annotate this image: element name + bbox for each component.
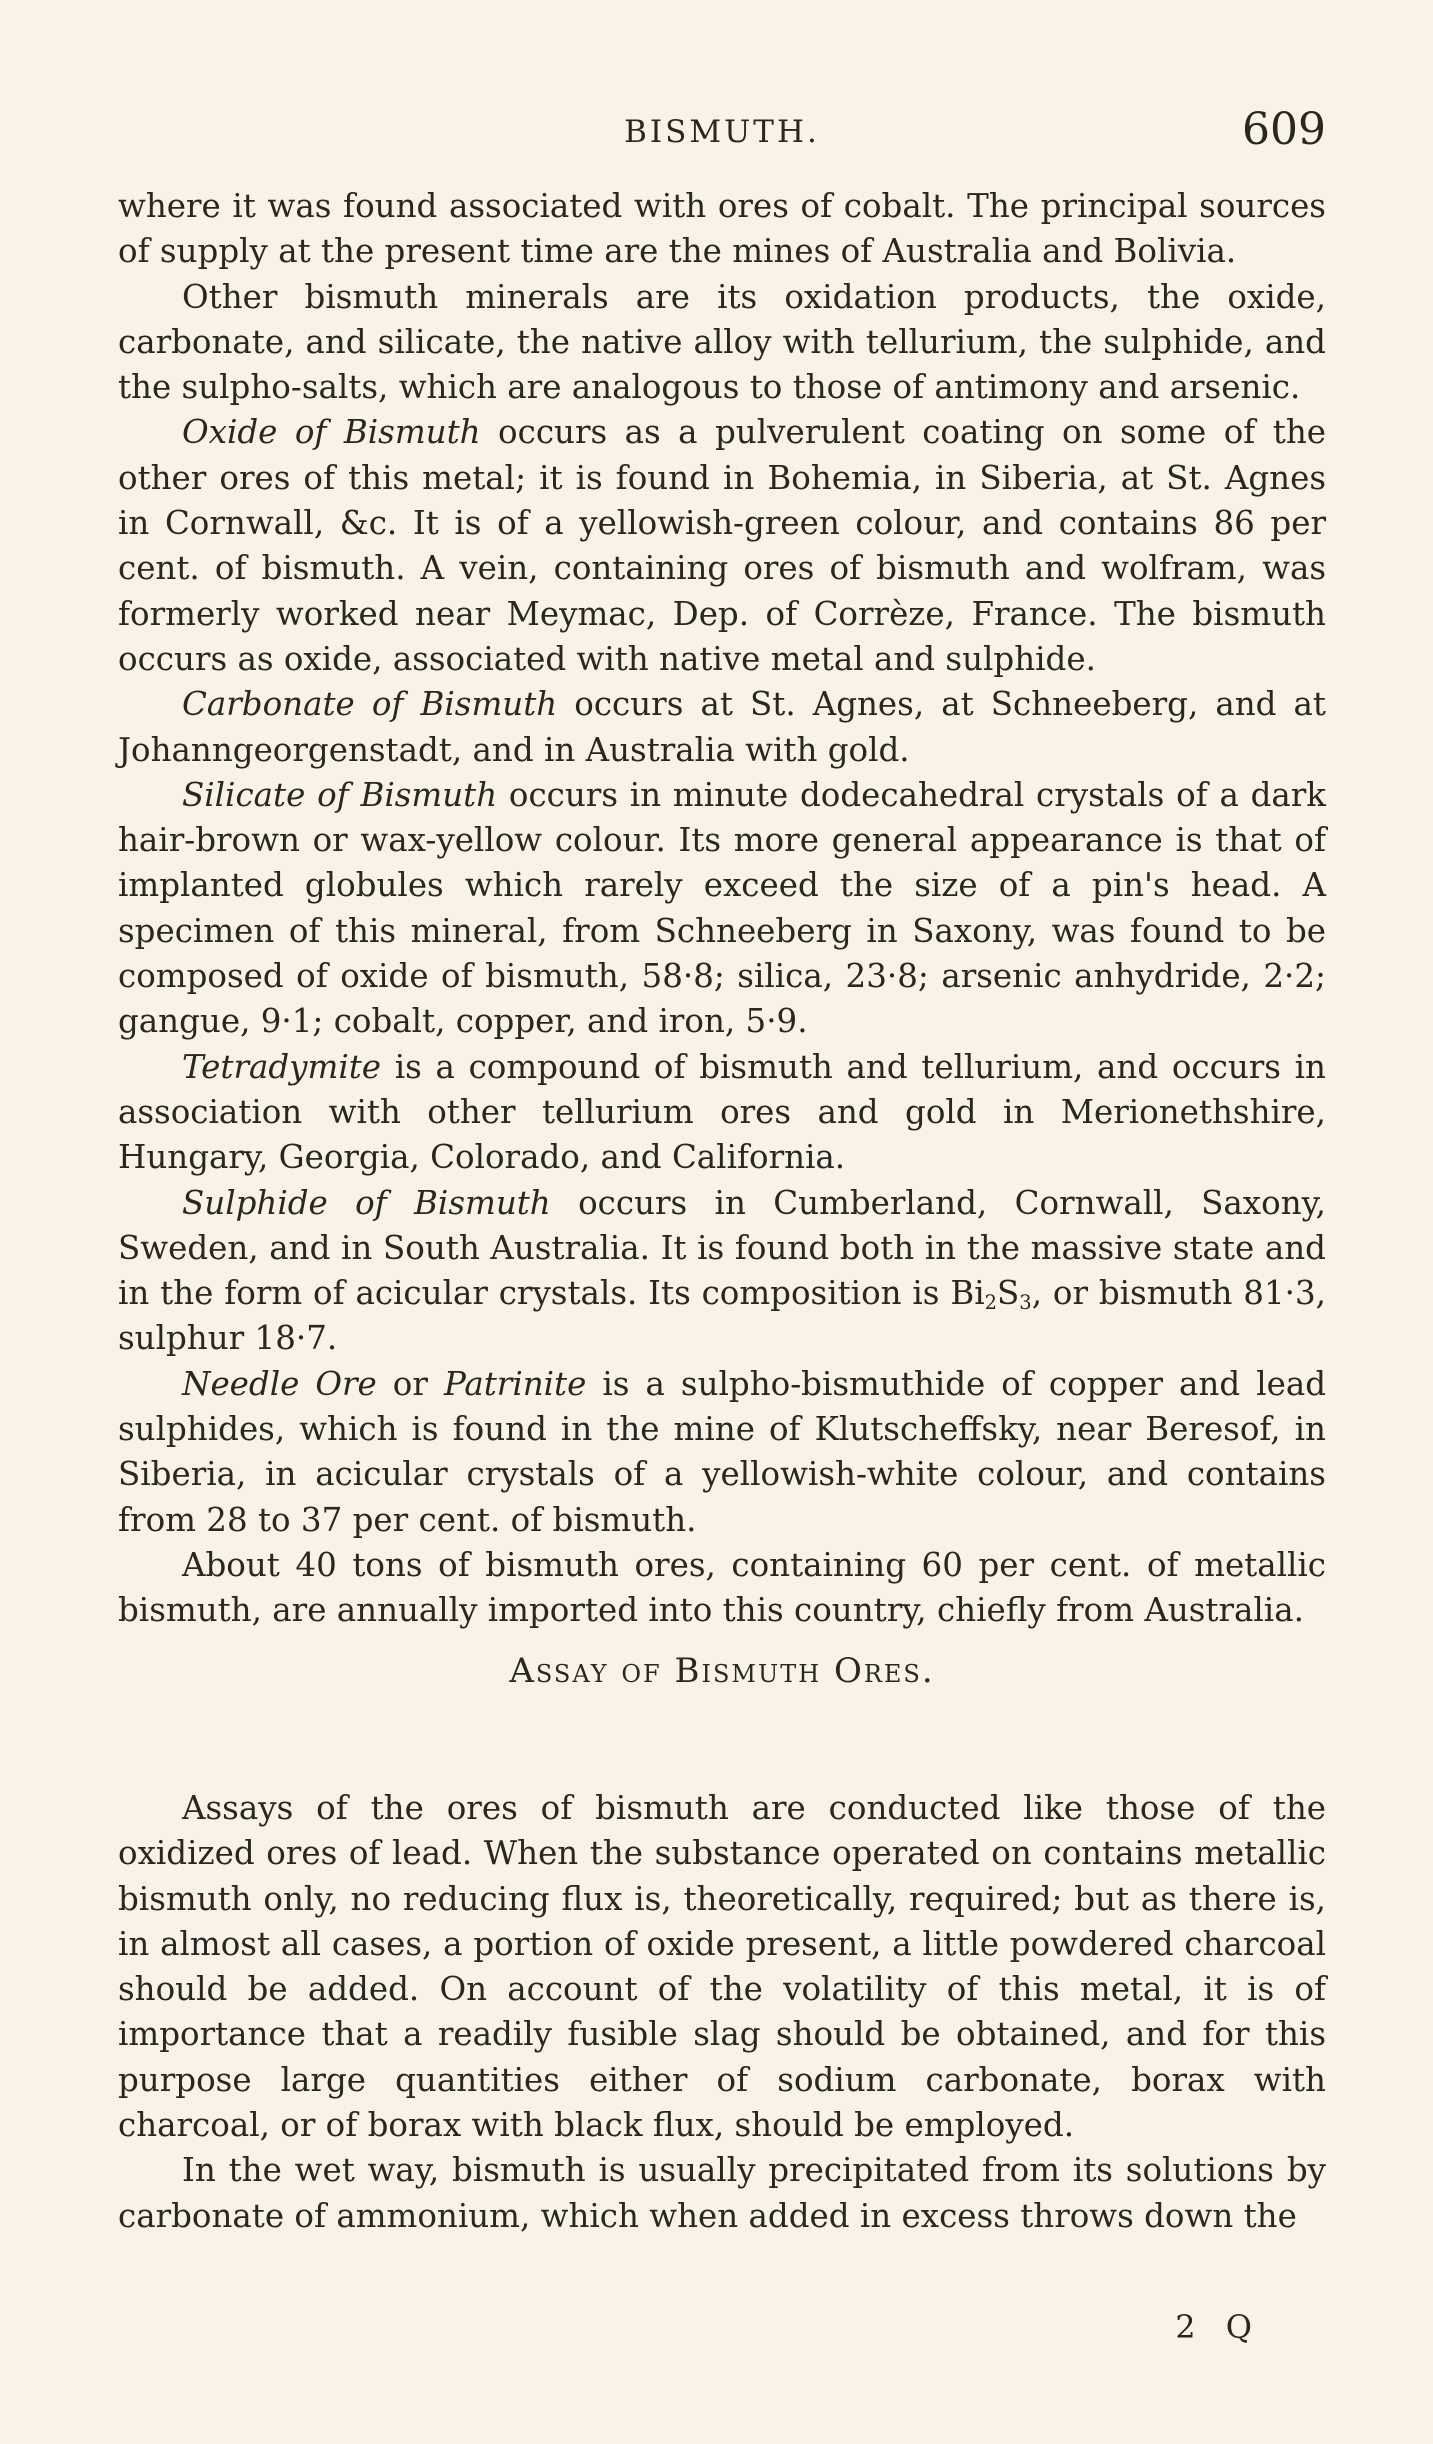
paragraph-imports: About 40 tons of bismuth ores, containing 60 per cent. of metallic bismuth, are annually imported into this country, chiefly from Australia. [118, 1545, 1326, 1630]
term-silicate: Silicate of Bismuth [182, 775, 498, 814]
signature-mark: 2 Q [1175, 2308, 1262, 2346]
paragraph-needle-ore: Needle Ore or Patrinite is a sulpho-bismuthide of copper and lead sulphides, which is found in the mine of Klutscheffsky, near Beresof, in Siberia, in acicular crystals of a yellowish-white colour, and contains from 28 to 37 per cent. of bismuth. [118, 1364, 1327, 1539]
term-sulphide: Sulphide of Bismuth [182, 1183, 551, 1222]
paragraph-oxide: Oxide of Bismuth occurs as a pulverulent coating on some of the other ores of this metal; it is found in Bohemia, in Siberia, at St. Agnes in Cornwall, &c. It is of a yellowish-green colour, and contains 86 per cent. of bismuth. A vein, containing ores of bismuth and wolfram, was formerly worked near Meymac, Dep. of Corrèze, France. The bismuth occurs as oxide, associated with native metal and sulphide. [118, 413, 1326, 678]
paragraph-assay-dry: Assays of the ores of bismuth are conducted like those of the oxidized ores of lead. When the substance operated on contains metallic bismuth only, no reducing flux is, theoretically, required; but as there is, in almost all cases, a portion of oxide present, a little powdered charcoal should be added. On account of the volatility of this metal, it is of importance that a readily fusible slag should be obtained, and for this purpose large quantities either of sodium carbonate, borax with charcoal, or of borax with black flux, should be employed. [118, 1789, 1326, 2145]
term-carbonate: Carbonate of Bismuth [182, 685, 558, 724]
paragraph-carbonate: Carbonate of Bismuth occurs at St. Agnes, at Schneeberg, and at Johanngeorgenstadt, and in Australia with gold. [118, 685, 1326, 769]
paragraph-assay-wet: In the wet way, bismuth is usually precipitated from its solutions by carbonate of ammonium, which when added in excess throws down the [118, 2151, 1326, 2235]
body-text-assay [118, 1786, 1326, 2239]
term-needle-ore: Needle Ore [182, 1364, 377, 1403]
term-oxide: Oxide of Bismuth [182, 413, 481, 452]
paragraph-silicate: Silicate of Bismuth occurs in minute dodecahedral crystals of a dark hair-brown or wax-yellow colour. Its more general appearance is that of implanted globules which rarely exceed the size of a pin's head. A specimen of this mineral, from Schneeberg in Saxony, was found to be composed of oxide of bismuth, 58·8; silica, 23·8; arsenic anhydride, 2·2; gangue, 9·1; cobalt, copper, and iron, 5·9. [118, 775, 1326, 1041]
body-text [118, 184, 1326, 1634]
paragraph-tetradymite: Tetradymite is a compound of bismuth and tellurium, and occurs in association with other tellurium ores and gold in Merionethshire, Hungary, Georgia, Colorado, and California. [118, 1047, 1326, 1177]
chemical-formula: $Bi_2S_3$ [950, 1274, 1032, 1314]
running-title: BISMUTH. [624, 114, 820, 150]
term-tetradymite: Tetradymite [182, 1047, 382, 1086]
paragraph-sulphide: Sulphide of Bismuth occurs in Cumberland, Cornwall, Saxony, Sweden, and in South Australia. It is found both in the massive state and in the form of acicular crystals. Its composition is $Bi_2S_3$, or bismuth 81·3, sulphur 18·7. [118, 1183, 1326, 1358]
section-heading: Assay of Bismuth Ores. [509, 1651, 935, 1691]
page-number: 609 [1242, 104, 1326, 155]
term-patrinite: Patrinite [443, 1364, 587, 1403]
page-header [118, 100, 1326, 170]
paragraph-continuation: where it was found associated with ores of cobalt. The principal sources of supply at the present time are the mines of Australia and Bolivia. [118, 187, 1326, 271]
paragraph-other-minerals: Other bismuth minerals are its oxidation products, the oxide, carbonate, and silicate, the native alloy with tellurium, the sulphide, and the sulpho-salts, which are analogous to those of antimony and arsenic. [118, 277, 1326, 407]
